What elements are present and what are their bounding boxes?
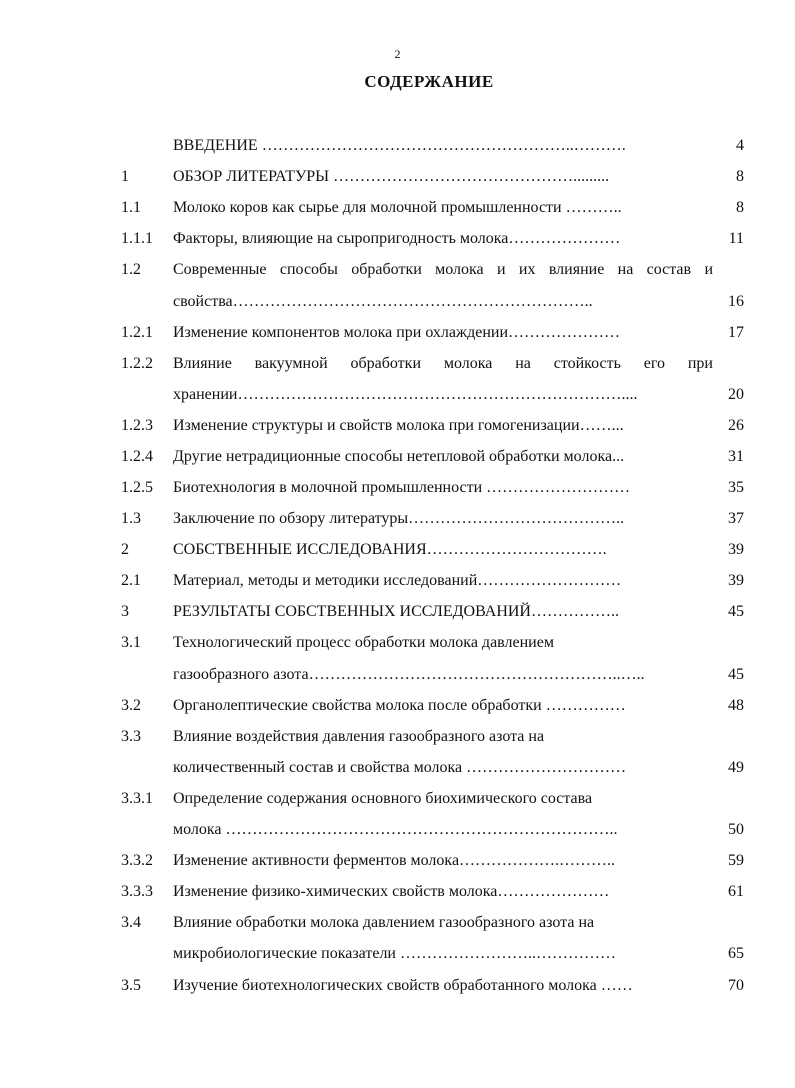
toc-title: Изменение физико-химических свойств молока………………… [173, 883, 610, 900]
toc-number: 1.2.2 [121, 355, 153, 372]
toc-number: 1 [121, 168, 129, 185]
toc-number: 1.1 [121, 199, 141, 216]
toc-title: газообразного азота…………………………………………………..….. [173, 666, 645, 683]
toc-title: Влияние воздействия давления газообразного азота на [173, 728, 545, 745]
toc-number: 3.3.2 [121, 852, 153, 869]
toc-page: 4 [736, 137, 744, 154]
toc-title: Изменение компонентов молока при охлаждении………………… [173, 324, 620, 341]
toc-title: хранении……………………………………………………………….... [173, 386, 638, 403]
toc-page: 31 [728, 448, 744, 465]
toc-title: ОБЗОР ЛИТЕРАТУРЫ ………………………………………......... [173, 168, 610, 185]
toc-title: РЕЗУЛЬТАТЫ СОБСТВЕННЫХ ИССЛЕДОВАНИЙ…………….. [173, 603, 619, 620]
toc-page: 49 [728, 759, 744, 776]
toc-title: СОБСТВЕННЫЕ ИССЛЕДОВАНИЯ……………………………. [173, 541, 607, 558]
toc-page: 37 [728, 510, 744, 527]
toc-title: Технологический процесс обработки молока давлением [173, 634, 554, 651]
toc-number: 3.5 [121, 977, 141, 994]
toc-number: 3.4 [121, 914, 141, 931]
toc-page: 48 [728, 697, 744, 714]
toc-number: 2 [121, 541, 129, 558]
toc-title: Определение содержания основного биохимического состава [173, 790, 593, 807]
toc-number: 3.2 [121, 697, 141, 714]
toc-number: 1.2.4 [121, 448, 153, 465]
toc-page: 45 [728, 666, 744, 683]
toc-title: молока ……………………………………………………………….. [173, 821, 618, 838]
toc-title: Влияние обработки молока давлением газообразного азота на [173, 914, 595, 931]
toc-page: 61 [728, 883, 744, 900]
toc-number: 1.2.3 [121, 417, 153, 434]
toc-number: 3.1 [121, 634, 141, 651]
toc-title: Материал, методы и методики исследований……………………… [173, 572, 622, 589]
toc-title: Изучение биотехнологических свойств обработанного молока …… [173, 977, 633, 994]
toc-title: Изменение активности ферментов молока……………….……….. [173, 852, 616, 869]
toc-title: Заключение по обзору литературы………………………………….. [173, 510, 625, 527]
toc-page: 17 [728, 324, 744, 341]
toc-title: Молоко коров как сырье для молочной промышленности ……….. [173, 199, 622, 216]
toc-page: 39 [728, 541, 744, 558]
toc-title: Влияние вакуумной обработки молока на стойкость его при [173, 355, 713, 372]
toc-number: 1.2.1 [121, 324, 153, 341]
toc-number: 2.1 [121, 572, 141, 589]
toc-page: 59 [728, 852, 744, 869]
toc-number: 1.3 [121, 510, 141, 527]
toc-page: 45 [728, 603, 744, 620]
toc-title: ВВЕДЕНИЕ …………………………………………………..………. [173, 137, 626, 154]
toc-title: Факторы, влияющие на сыропригодность молока………………… [173, 230, 621, 247]
toc-title: Биотехнология в молочной промышленности ……………………… [173, 479, 631, 496]
toc-page: 35 [728, 479, 744, 496]
toc-number: 3.3.1 [121, 790, 153, 807]
toc-title: количественный состав и свойства молока ………………………… [173, 759, 627, 776]
toc-title: Органолептические свойства молока после обработки …………… [173, 697, 626, 714]
toc-page: 70 [728, 977, 744, 994]
toc-number: 3.3 [121, 728, 141, 745]
toc-number: 3.3.3 [121, 883, 153, 900]
toc-page: 16 [728, 293, 744, 310]
toc-number: 1.2.5 [121, 479, 153, 496]
toc-number: 1.1.1 [121, 230, 153, 247]
page-number: 2 [394, 47, 401, 61]
toc-page: 20 [728, 386, 744, 403]
toc-page: 39 [728, 572, 744, 589]
toc-page: 65 [728, 945, 744, 962]
toc-page: 26 [728, 417, 744, 434]
toc-title: Другие нетрадиционные способы нетепловой обработки молока... [173, 448, 625, 465]
toc-page: 8 [736, 199, 744, 216]
toc-number: 1.2 [121, 261, 141, 278]
page-title: СОДЕРЖАНИЕ [364, 72, 494, 91]
toc-number: 3 [121, 603, 129, 620]
toc-title: свойства………………………………………………………….. [173, 293, 593, 310]
toc-title: микробиологические показатели ……………………..…………… [173, 945, 616, 962]
toc-title: Изменение структуры и свойств молока при гомогенизации……... [173, 417, 624, 434]
toc-page: 50 [728, 821, 744, 838]
toc-page: 8 [736, 168, 744, 185]
toc-title: Современные способы обработки молока и их влияние на состав и [173, 261, 713, 278]
toc-page: 11 [728, 230, 744, 247]
